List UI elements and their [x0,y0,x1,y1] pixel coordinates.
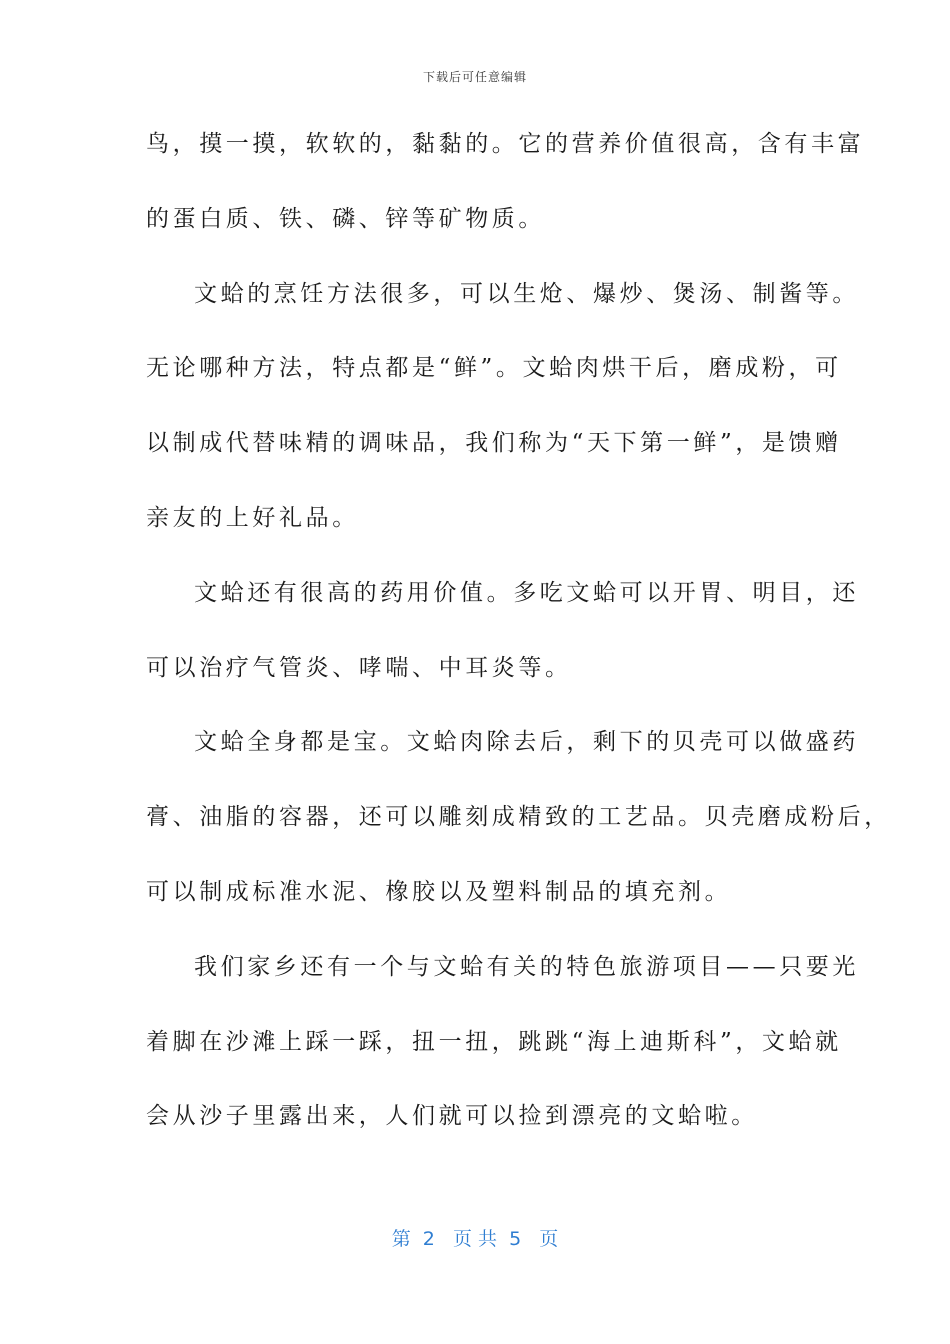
document-body [146,118,891,1165]
text-line: 可以制成标准水泥、橡胶以及塑料制品的填充剂。 [146,878,732,905]
text-line: 文蛤全身都是宝。文蛤肉除去后，剩下的贝壳可以做盛药 [194,729,859,756]
text-line: 的蛋白质、铁、磷、锌等矿物质。 [146,205,545,232]
text-line: 膏、油脂的容器，还可以雕刻成精致的工艺品。贝壳磨成粉后， [146,804,891,831]
text-line: 文蛤还有很高的药用价值。多吃文蛤可以开胃、明目，还 [194,579,859,606]
text-line: 文蛤的烹饪方法很多，可以生炝、爆炒、煲汤、制酱等。 [194,280,859,307]
text-line: 着脚在沙滩上踩一踩，扭一扭，跳跳“海上迪斯科”，文蛤就 [146,1028,842,1055]
text-line: 会从沙子里露出来，人们就可以捡到漂亮的文蛤啦。 [146,1103,758,1130]
text-line: 以制成代替味精的调味品，我们称为“天下第一鲜”，是馈赠 [146,430,842,457]
text-line: 鸟，摸一摸，软软的，黏黏的。它的营养价值很高，含有丰富 [146,131,865,157]
text-line: 我们家乡还有一个与文蛤有关的特色旅游项目——只要光 [194,953,859,980]
page-header: 下载后可任意编辑 [422,70,527,84]
text-line: 亲友的上好礼品。 [146,504,359,531]
text-line: 无论哪种方法，特点都是“鲜”。文蛤肉烘干后，磨成粉，可 [146,355,842,382]
page-number-footer: 第 2 页 共 5 页 [391,1228,559,1250]
text-line: 可以治疗气管炎、哮喘、中耳炎等。 [146,654,572,681]
